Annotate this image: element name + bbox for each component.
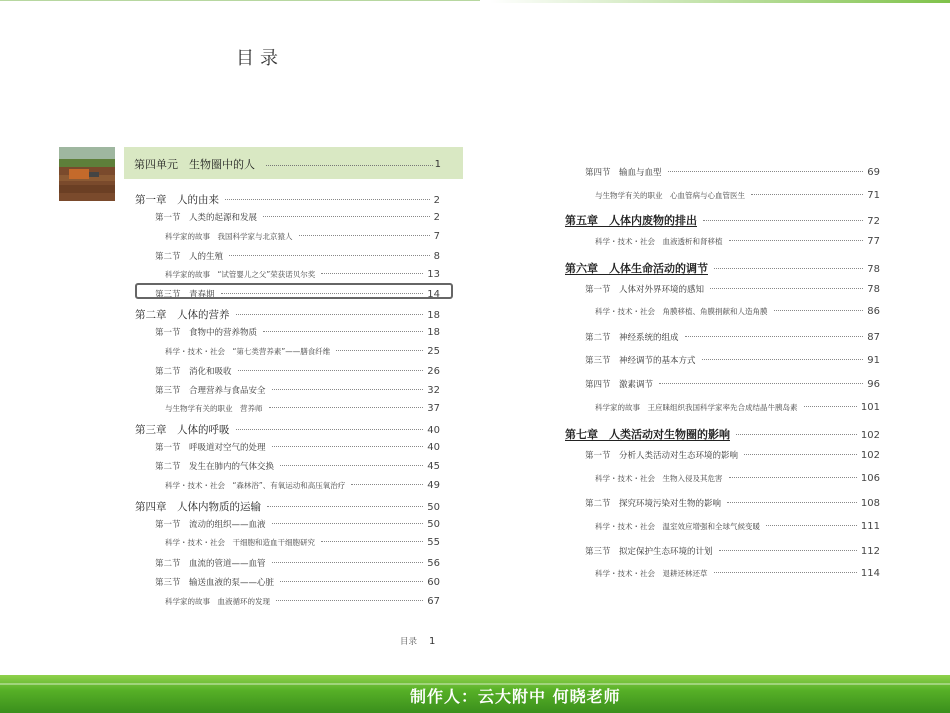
toc-sub-row[interactable]: [165, 596, 440, 607]
toc-sub-row[interactable]: [595, 473, 880, 484]
dot-leader: [668, 171, 864, 172]
toc-page-number: 25: [427, 346, 440, 357]
toc-page-number: 102: [860, 450, 880, 461]
dot-leader: [280, 581, 423, 582]
toc-page-number: 45: [427, 461, 440, 472]
toc-page-number: 40: [427, 442, 440, 453]
dot-leader: [272, 389, 424, 390]
toc-section-row[interactable]: [155, 518, 440, 530]
dot-leader: [321, 541, 423, 542]
toc-entry-title: 第四节 激素调节: [585, 380, 654, 390]
toc-section-row[interactable]: [155, 365, 440, 377]
toc-entry-title: 与生物学有关的职业 心血管病与心血管医生: [595, 191, 745, 200]
toc-section-row[interactable]: [155, 576, 440, 588]
toc-sub-row[interactable]: [595, 190, 880, 201]
dot-leader: [685, 336, 864, 337]
toc-sub-row[interactable]: [165, 403, 440, 414]
toc-page-number: 18: [427, 327, 440, 338]
dot-leader: [280, 465, 423, 466]
toc-chapter-row[interactable]: [135, 192, 440, 207]
toc-page-number: 2: [433, 212, 440, 223]
toc-section-row[interactable]: [585, 166, 880, 178]
toc-entry-title: 科学・技术・社会 “第七类营养素”——膳食纤维: [165, 347, 331, 356]
unit-banner[interactable]: [124, 147, 463, 179]
toc-entry-title: 科学家的故事 王应睐组织我国科学家率先合成结晶牛胰岛素: [595, 403, 798, 412]
toc-chapter-row[interactable]: [135, 499, 440, 514]
toc-section-row[interactable]: [585, 354, 880, 366]
dot-leader: [236, 314, 424, 315]
toc-entry-title: 第三章 人体的呼吸: [135, 424, 230, 436]
toc-sub-row[interactable]: [165, 269, 440, 280]
toc-page-number: 69: [867, 167, 880, 178]
toc-page-number: 7: [433, 231, 440, 242]
toc-page-number: 18: [427, 310, 440, 321]
toc-entry-title: 第三节 拟定保护生态环境的计划: [585, 547, 713, 557]
page-title: 目录: [236, 48, 284, 69]
toc-page-number: 14: [427, 289, 440, 300]
toc-entry-title: 第一节 分析人类活动对生态环境的影响: [585, 451, 739, 461]
page-footer: [400, 635, 435, 647]
toc-page-number: 60: [427, 577, 440, 588]
toc-entry-title: 科学・技术・社会 温室效应增强和全球气候变暖: [595, 522, 760, 531]
toc-chapter-row[interactable]: [565, 426, 880, 442]
farmland-photo: [59, 147, 115, 201]
toc-sub-row[interactable]: [165, 537, 440, 548]
toc-entry-title: [565, 212, 699, 228]
toc-sub-row[interactable]: [595, 521, 880, 532]
toc-entry-title: 第二节 血流的管道——血管: [155, 559, 266, 569]
toc-entry-title: 与生物学有关的职业 营养师: [165, 404, 263, 413]
toc-section-row[interactable]: [155, 384, 440, 396]
unit-leader: [266, 165, 433, 166]
dot-leader: [774, 310, 864, 311]
top-rule-left: [0, 0, 480, 1]
toc-section-row[interactable]: [155, 250, 440, 262]
dot-leader: [744, 454, 857, 455]
toc-entry-title: 第二节 人的生殖: [155, 252, 224, 262]
credit-bar: [0, 675, 950, 713]
toc-entry-title: 第一节 呼吸道对空气的处理: [155, 443, 266, 453]
toc-sub-row[interactable]: [595, 402, 880, 413]
toc-section-row[interactable]: [155, 557, 440, 569]
dot-leader: [804, 406, 857, 407]
toc-entry-title: 第四章 人体内物质的运输: [135, 501, 261, 513]
dot-leader: [751, 194, 863, 195]
dot-leader: [702, 359, 864, 360]
toc-entry-title: 第二章 人体的营养: [135, 309, 230, 321]
toc-page-number: 56: [427, 558, 440, 569]
dot-leader: [703, 220, 863, 221]
unit-title: 第四单元 生物圈中的人: [134, 158, 255, 171]
dot-leader: [719, 550, 857, 551]
toc-entry-title: 第二节 探究环境污染对生物的影响: [585, 499, 722, 509]
toc-entry-title: 科学・技术・社会 “森林浴”、有氧运动和高压氧治疗: [165, 481, 346, 490]
toc-page-number: 87: [867, 332, 880, 343]
top-rule-right: [490, 0, 950, 3]
toc-page-number: 50: [427, 502, 440, 513]
dot-leader: [263, 216, 430, 217]
dot-leader: [272, 562, 424, 563]
toc-entry-title: 第三节 合理营养与食品安全: [155, 386, 266, 396]
dot-leader: [351, 484, 423, 485]
dot-leader: [336, 350, 423, 351]
dot-leader: [272, 523, 424, 524]
toc-entry-title: 第二节 发生在肺内的气体交换: [155, 462, 275, 472]
toc-entry-title: 第三节 青春期: [155, 290, 215, 300]
dot-leader: [710, 288, 863, 289]
toc-page-number: 108: [860, 498, 880, 509]
toc-sub-row[interactable]: [595, 568, 880, 579]
toc-page-number: 114: [860, 568, 880, 579]
dot-leader: [229, 255, 430, 256]
toc-chapter-row[interactable]: [565, 212, 880, 228]
toc-entry-title: 第二节 神经系统的组成: [585, 333, 679, 343]
unit-page: 1: [434, 159, 441, 170]
toc-section-row[interactable]: [585, 331, 880, 343]
toc-sub-row[interactable]: [165, 346, 440, 357]
toc-section-row[interactable]: [585, 497, 880, 509]
dot-leader: [321, 273, 423, 274]
toc-page-number: 50: [427, 519, 440, 530]
toc-entry-title: 科学・技术・社会 生物入侵及其危害: [595, 474, 723, 483]
toc-page-number: 40: [427, 425, 440, 436]
toc-page-number: 55: [427, 537, 440, 548]
dot-leader: [659, 383, 863, 384]
toc-section-row[interactable]: [155, 441, 440, 453]
toc-entry-title: 第三节 输送血液的泵——心脏: [155, 578, 275, 588]
toc-page-number: 78: [867, 284, 880, 295]
dot-leader: [238, 370, 424, 371]
chapter-title-underlined: 第六章 人体生命活动的调节: [565, 262, 708, 275]
dot-leader: [236, 429, 424, 430]
toc-section-row[interactable]: [585, 449, 880, 461]
highlight-box: [135, 283, 453, 299]
dot-leader: [714, 268, 863, 269]
dot-leader: [766, 525, 857, 526]
toc-section-row[interactable]: [585, 283, 880, 295]
toc-section-row[interactable]: [155, 460, 440, 472]
dot-leader: [729, 240, 864, 241]
toc-page-number: 13: [427, 269, 440, 280]
toc-section-row[interactable]: [155, 326, 440, 338]
toc-entry-title: 科学家的故事 我国科学家与北京猿人: [165, 232, 293, 241]
dot-leader: [263, 331, 423, 332]
author-credit: 制作人：云大附中 何晓老师: [410, 687, 621, 706]
dot-leader: [727, 502, 857, 503]
toc-page-number: 72: [867, 216, 880, 227]
toc-page-number: 78: [867, 264, 880, 275]
toc-section-row[interactable]: [585, 545, 880, 557]
dot-leader: [269, 407, 424, 408]
toc-entry-title: [565, 260, 710, 276]
toc-chapter-row[interactable]: [135, 422, 440, 437]
toc-section-row[interactable]: [585, 378, 880, 390]
toc-page-number: 86: [867, 306, 880, 317]
toc-entry-title: [565, 426, 732, 442]
toc-entry-title: 第四节 输血与血型: [585, 168, 662, 178]
toc-entry-title: 科学家的故事 血液循环的发现: [165, 597, 270, 606]
toc-page-number: 32: [427, 385, 440, 396]
toc-page-number: 96: [867, 379, 880, 390]
dot-leader: [225, 199, 430, 200]
toc-page-number: 49: [427, 480, 440, 491]
toc-page-number: 91: [867, 355, 880, 366]
toc-page-number: 111: [860, 521, 880, 532]
toc-entry-title: 第一节 人体对外界环境的感知: [585, 285, 705, 295]
toc-page-number: 71: [867, 190, 880, 201]
chapter-title-underlined: 第五章 人体内废物的排出: [565, 214, 697, 227]
toc-entry-title: 科学・技术・社会 血液透析和肾移植: [595, 237, 723, 246]
toc-sub-row[interactable]: [595, 306, 880, 317]
toc-page-number: 102: [860, 430, 880, 441]
toc-page-number: 8: [433, 251, 440, 262]
toc-entry-title: 第一节 食物中的营养物质: [155, 328, 258, 338]
toc-page-number: 2: [433, 195, 440, 206]
toc-entry-title: 第一节 人类的起源和发展: [155, 213, 258, 223]
toc-page-number: 77: [867, 236, 880, 247]
footer-page-number: 1: [429, 636, 436, 647]
footer-label: 目录: [400, 637, 418, 647]
toc-entry-title: 第二节 消化和吸收: [155, 367, 232, 377]
dot-leader: [299, 235, 430, 236]
toc-chapter-row[interactable]: [135, 307, 440, 322]
toc-entry-title: 科学家的故事 “试管婴儿之父”荣获诺贝尔奖: [165, 270, 316, 279]
toc-entry-title: 第一章 人的由来: [135, 194, 219, 206]
dot-leader: [714, 572, 857, 573]
toc-entry-title: 科学・技术・社会 角膜移植、角膜捐献和人造角膜: [595, 307, 768, 316]
toc-sub-row[interactable]: [165, 480, 440, 491]
dot-leader: [272, 446, 424, 447]
toc-section-row[interactable]: [155, 211, 440, 223]
toc-chapter-row[interactable]: [565, 260, 880, 276]
toc-page-number: 37: [427, 403, 440, 414]
toc-page-number: 101: [860, 402, 880, 413]
toc-sub-row[interactable]: [595, 236, 880, 247]
dot-leader: [729, 477, 857, 478]
toc-entry-title: 第三节 神经调节的基本方式: [585, 356, 696, 366]
toc-page-number: 112: [860, 546, 880, 557]
toc-sub-row[interactable]: [165, 231, 440, 242]
toc-entry-title: 科学・技术・社会 干细胞和造血干细胞研究: [165, 538, 315, 547]
toc-entry-title: 第一节 流动的组织——血液: [155, 520, 266, 530]
toc-page-number: 67: [427, 596, 440, 607]
dot-leader: [267, 506, 423, 507]
toc-entry-title: 科学・技术・社会 退耕还林还草: [595, 569, 708, 578]
dot-leader: [276, 600, 423, 601]
toc-page-number: 106: [860, 473, 880, 484]
toc-page-number: 26: [427, 366, 440, 377]
chapter-title-underlined: 第七章 人类活动对生物圈的影响: [565, 428, 730, 441]
dot-leader: [736, 434, 857, 435]
